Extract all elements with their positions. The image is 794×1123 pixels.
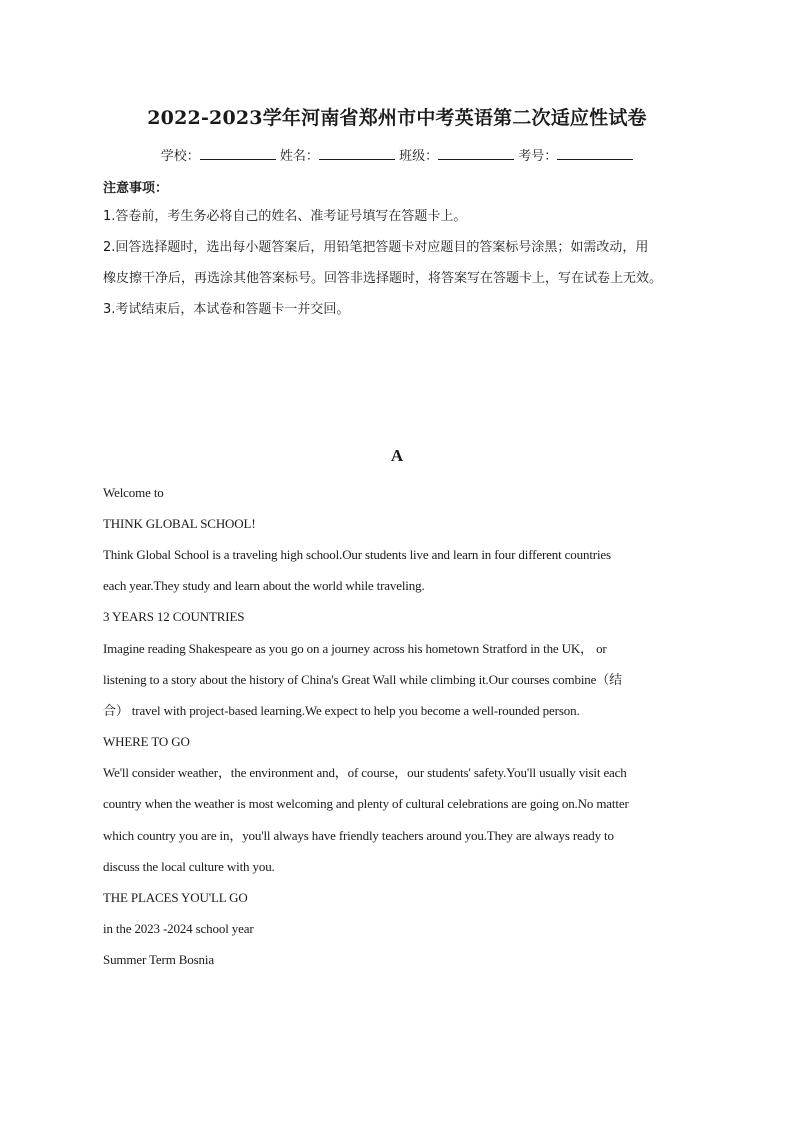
passage-line: listening to a story about the history of China's Great Wall while climbing it.Our courses combine（结 — [103, 672, 622, 687]
passage-line: WHERE TO GO — [103, 734, 190, 749]
name-label: 姓名： — [279, 149, 319, 164]
class-label: 班级： — [399, 149, 439, 164]
passage-line: country when the weather is most welcoming and plenty of cultural celebrations are going on.No matter — [103, 796, 629, 811]
name-blank[interactable] — [319, 147, 395, 160]
name-field — [280, 145, 395, 164]
page-title: 2022-2023学年河南省郑州市中考英语第二次适应性试卷 — [147, 107, 647, 129]
passage-line: each year.They study and learn about the world while traveling. — [103, 578, 425, 593]
student-info-line — [0, 145, 794, 164]
notice-item: 橡皮擦干净后，再选涂其他答案标号。回答非选择题时，将答案写在答题卡上，写在试卷上无效。 — [103, 271, 663, 286]
school-field — [161, 145, 276, 164]
notice-heading: 注意事项： — [103, 181, 169, 196]
passage-line: Welcome to — [103, 485, 164, 500]
school-blank[interactable] — [200, 147, 276, 160]
passage-line: Think Global School is a traveling high school.Our students live and learn in four different countries — [103, 547, 611, 562]
notice-item: 2.回答选择题时，选出每小题答案后，用铅笔把答题卡对应题目的答案标号涂黑；如需改动，用 — [103, 240, 649, 255]
passage-line: THE PLACES YOU'LL GO — [103, 890, 248, 905]
class-blank[interactable] — [438, 147, 514, 160]
passage-line: We'll consider weather，the environment and，of course，our students' safety.You'll usually visit each — [103, 765, 627, 780]
passage-line: 3 YEARS 12 COUNTRIES — [103, 609, 245, 624]
passage-line: discuss the local culture with you. — [103, 859, 275, 874]
exam-number-field — [518, 145, 633, 164]
exam-number-blank[interactable] — [557, 147, 633, 160]
exam-number-label: 考号： — [518, 149, 558, 164]
passage-line: in the 2023 -2024 school year — [103, 921, 254, 936]
section-heading: A — [390, 446, 404, 465]
school-label: 学校： — [160, 149, 200, 164]
class-field — [399, 145, 514, 164]
passage-line: THINK GLOBAL SCHOOL! — [103, 516, 256, 531]
passage-line: Imagine reading Shakespeare as you go on a journey across his hometown Stratford in the UK， or — [103, 641, 607, 656]
notice-item: 1.答卷前，考生务必将自己的姓名、准考证号填写在答题卡上。 — [103, 209, 467, 224]
passage-line: 合） travel with project-based learning.We expect to help you become a well-rounded person. — [103, 703, 580, 718]
passage-line: which country you are in，you'll always have friendly teachers around you.They are always ready to — [103, 828, 614, 843]
notice-item: 3.考试结束后，本试卷和答题卡一并交回。 — [103, 302, 350, 317]
passage-line: Summer Term Bosnia — [103, 952, 214, 967]
